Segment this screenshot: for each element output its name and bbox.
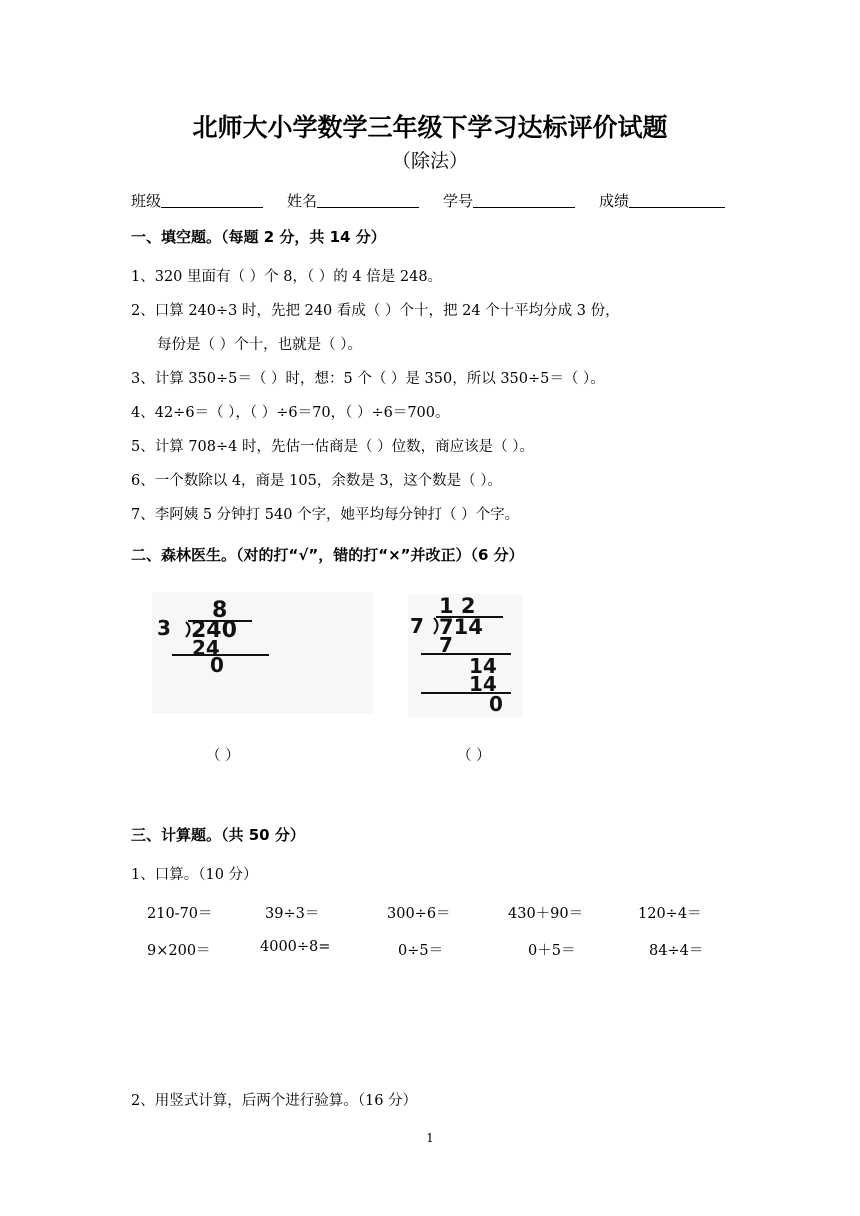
field-name <box>287 190 419 211</box>
long-division-2-divisor: 7 <box>410 614 424 638</box>
section2-heading: 二、森林医生。（对的打“√”，错的打“×”并改正）（6 分） <box>131 546 524 564</box>
answer-2-parentheses[interactable]: （ ） <box>457 748 491 764</box>
question-1-4: 4、42÷6＝（ ），（ ）÷6＝70，（ ）÷6＝700。 <box>131 405 450 421</box>
question-1-1: 1、320 里面有（ ）个 8，（ ）的 4 倍是 248。 <box>131 269 443 285</box>
field-class <box>131 190 263 211</box>
long-division-2-step1: 7 <box>439 633 453 657</box>
mental-math-item: 0＋5＝ <box>528 943 576 959</box>
question-1-6: 6、一个数除以 4，商是 105，余数是 3，这个数是（ ）。 <box>131 473 503 489</box>
mental-math-item: 430＋90＝ <box>508 906 584 922</box>
long-division-2 <box>408 594 523 718</box>
mental-math-item: 39÷3＝ <box>265 906 320 922</box>
page-subtitle: （除法） <box>391 150 468 172</box>
long-division-2-remainder: 0 <box>489 692 503 716</box>
field-score-blank[interactable] <box>629 192 725 208</box>
mental-math-item: 0÷5＝ <box>398 943 444 959</box>
long-division-1-remainder: 0 <box>210 653 224 677</box>
long-division-2-dividend: 714 <box>439 615 483 639</box>
question-1-5: 5、计算 708÷4 时，先估一估商是（ ）位数，商应该是（ ）。 <box>131 439 534 455</box>
long-division-1-dividend: 240 <box>191 618 237 643</box>
long-division-2-quotient: 1 2 <box>439 594 476 618</box>
long-division-1-quotient: 8 <box>212 598 228 623</box>
section3-sub2: 2、用竖式计算，后两个进行验算。（16 分） <box>131 1093 418 1109</box>
long-division-2-step2b: 14 <box>469 672 497 696</box>
mental-math-item: 4000÷8= <box>260 939 331 955</box>
section1-heading: 一、填空题。（每题 2 分，共 14 分） <box>131 228 386 246</box>
question-1-7: 7、李阿姨 5 分钟打 540 个字，她平均每分钟打（ ）个字。 <box>131 507 520 523</box>
long-division-1 <box>152 592 374 714</box>
answer-1-parentheses[interactable]: （ ） <box>206 748 240 764</box>
field-student-no-blank[interactable] <box>473 192 575 208</box>
field-student-no <box>443 190 575 211</box>
section3-heading: 三、计算题。（共 50 分） <box>131 826 305 844</box>
question-1-3: 3、计算 350÷5＝（ ）时，想：5 个（ ）是 350，所以 350÷5＝（ ）。 <box>131 371 605 387</box>
page-title: 北师大小学数学三年级下学习达标评价试题 <box>192 113 668 142</box>
long-division-1-step: 24 <box>192 636 220 660</box>
field-class-blank[interactable] <box>161 192 263 208</box>
field-score <box>599 190 725 211</box>
field-class-label: 班级 <box>131 192 162 210</box>
mental-math-item: 210-70＝ <box>147 906 213 922</box>
field-student-no-label: 学号 <box>443 192 474 210</box>
question-1-2-continued: 每份是（ ）个十，也就是（ ）。 <box>157 337 362 353</box>
section3-sub1: 1、口算。（10 分） <box>131 867 258 883</box>
mental-math-item: 9×200＝ <box>147 943 211 959</box>
page-number: 1 <box>426 1131 434 1145</box>
field-name-blank[interactable] <box>317 192 419 208</box>
mental-math-item: 120÷4＝ <box>638 906 702 922</box>
mental-math-item: 84÷4＝ <box>649 943 704 959</box>
question-1-2: 2、口算 240÷3 时，先把 240 看成（ ）个十，把 24 个十平均分成 3 份， <box>131 303 620 319</box>
long-division-1-divisor: 3 <box>157 616 171 640</box>
long-division-2-step2a: 14 <box>469 654 497 678</box>
field-score-label: 成绩 <box>599 192 630 210</box>
mental-math-item: 300÷6＝ <box>387 906 451 922</box>
long-division-1-background <box>152 592 374 714</box>
field-name-label: 姓名 <box>287 192 318 210</box>
